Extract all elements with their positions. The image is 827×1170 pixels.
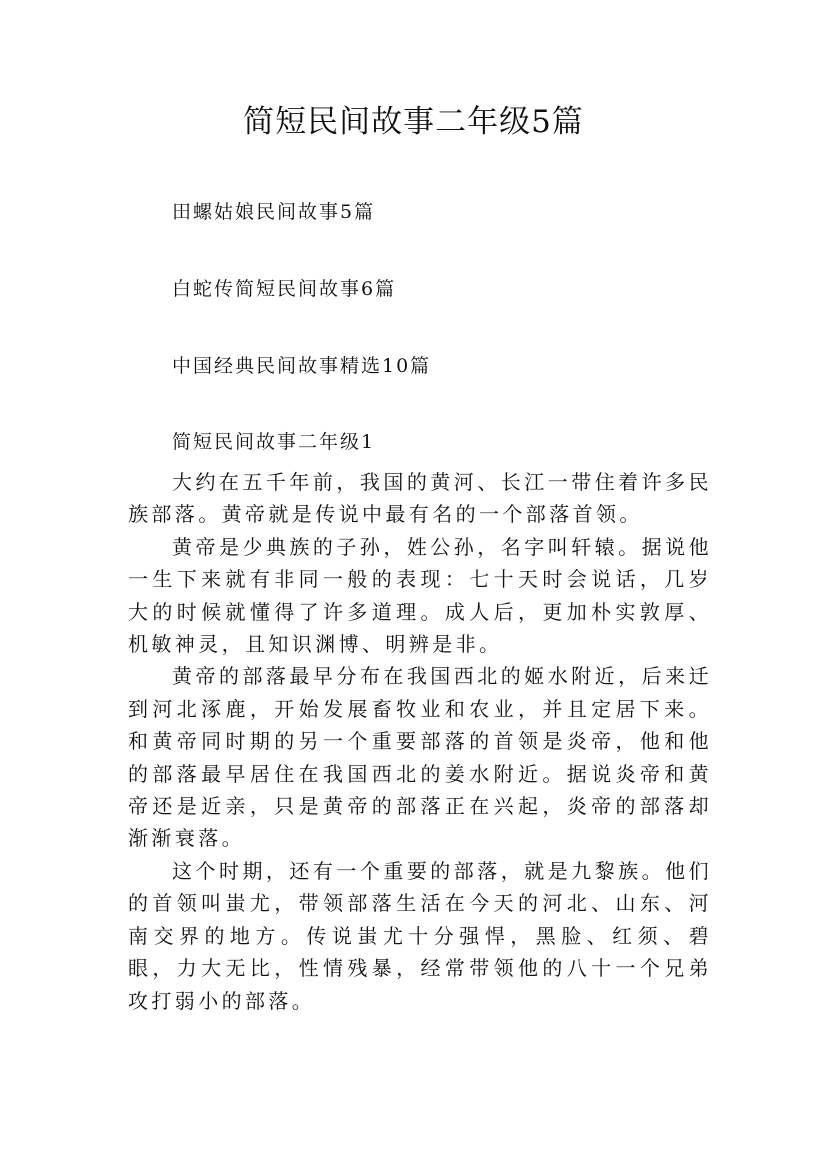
related-link-1[interactable]: 田螺姑娘民间故事5篇 <box>172 201 376 223</box>
story-heading: 简短民间故事二年级1 <box>172 431 376 453</box>
story-body <box>128 466 712 1017</box>
paragraph-1: 大约在五千年前，我国的黄河、长江一带住着许多民族部落。黄帝就是传说中最有名的一个部落首领。 <box>128 470 712 527</box>
related-link-3[interactable]: 中国经典民间故事精选10篇 <box>172 355 432 377</box>
paragraph-4: 这个时期，还有一个重要的部落，就是九黎族。他们的首领叫蚩尤，带领部落生活在今天的河北、山东、河南交界的地方。传说蚩尤十分强悍，黑脸、红须、碧眼，力大无比，性情残暴，经常带领他的八十一个兄弟攻打弱小的部落。 <box>128 858 712 1013</box>
paragraph-2: 黄帝是少典族的子孙，姓公孙，名字叫轩辕。据说他一生下来就有非同一般的表现：七十天时会说话，几岁大的时候就懂得了许多道理。成人后，更加朴实敦厚、机敏神灵，且知识渊博、明辨是非。 <box>128 534 712 657</box>
related-link-2[interactable]: 白蛇传简短民间故事6篇 <box>172 278 397 300</box>
document-title: 简短民间故事二年级5篇 <box>243 104 584 140</box>
paragraph-3: 黄帝的部落最早分布在我国西北的姬水附近，后来迁到河北涿鹿，开始发展畜牧业和农业，并且定居下来。和黄帝同时期的另一个重要部落的首领是炎帝，他和他的部落最早居住在我国西北的姜水附近。据说炎帝和黄帝还是近亲，只是黄帝的部落正在兴起，炎帝的部落却渐渐衰落。 <box>128 664 712 851</box>
